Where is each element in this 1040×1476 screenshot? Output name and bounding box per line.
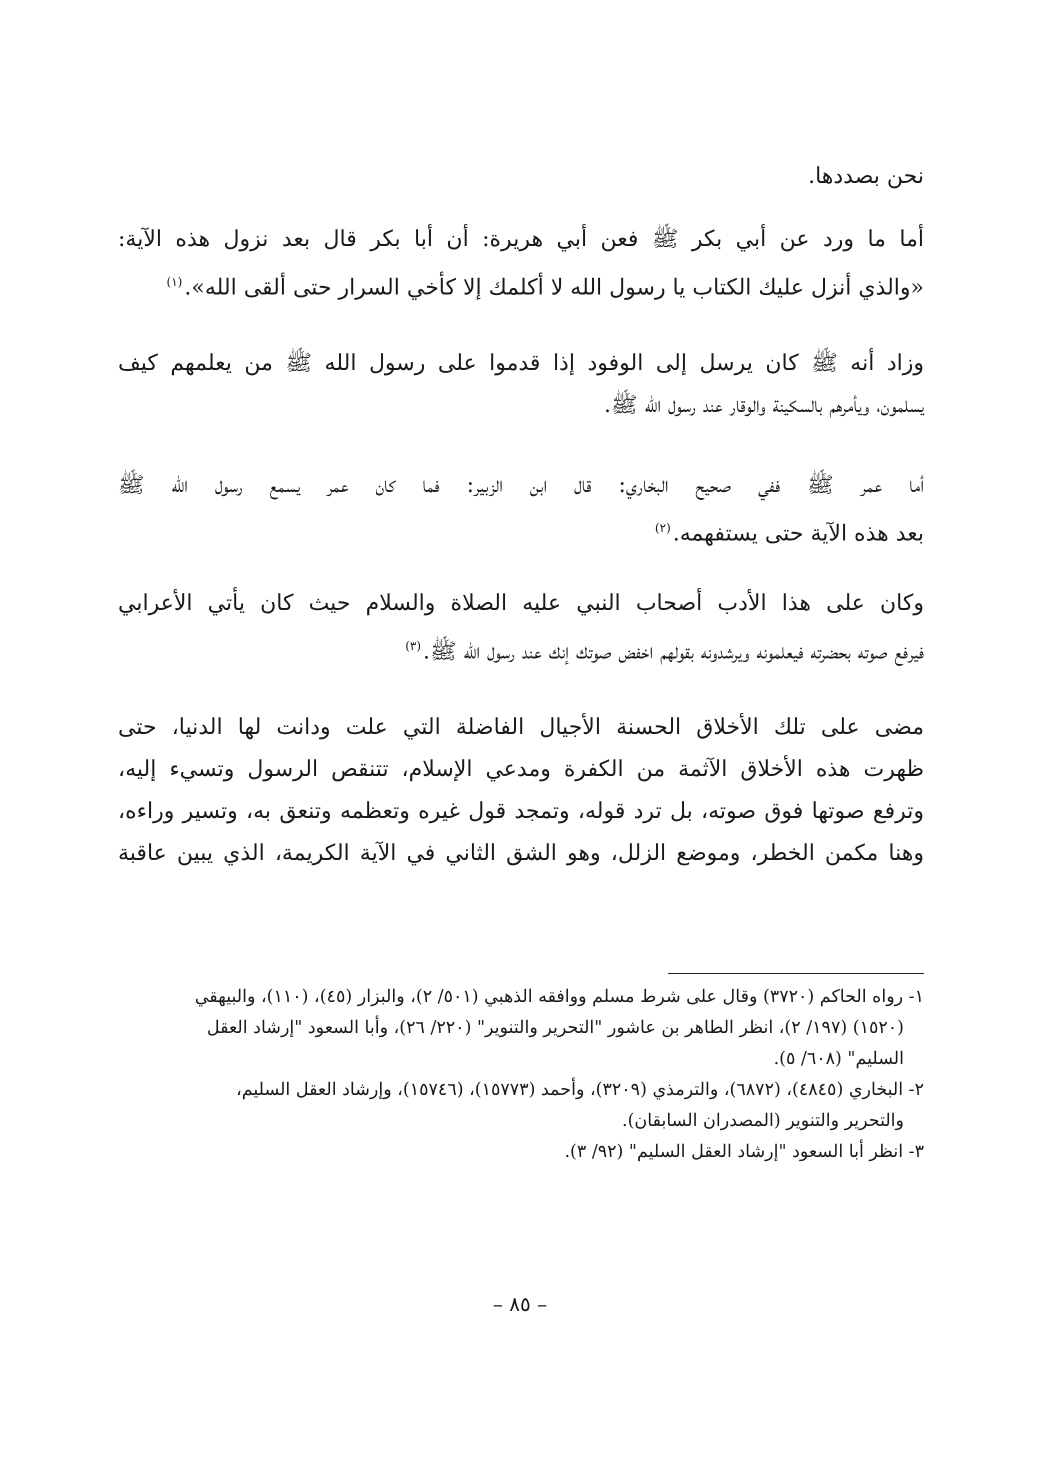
footnote-ref-3[interactable]: (٣) (405, 639, 422, 653)
page-number: – ٨٥ – (492, 1292, 548, 1316)
text-line: نحن بصددها. (808, 164, 924, 189)
text-line: مضى على تلك الأخلاق الحسنة الأجيال الفاضلة التي علت ودانت لها الدنيا، حتى (118, 715, 924, 740)
paragraph-1 (118, 156, 924, 198)
text-line: أما ما ورد عن أبي بكر ﷺ فعن أبي هريرة: أن أبا بكر قال بعد نزول هذه الآية: (118, 227, 924, 252)
paragraph-2 (118, 219, 924, 309)
text-line-content: فيرفع صوته بحضرته فيعلمونه ويرشدونه بقولهم اخفض صوتك إنك عند رسول الله ﷺ. (423, 639, 924, 665)
footnote-line: ٢- البخاري (٤٨٤٥)، (٦٨٧٢)، والترمذي (٣٢٠٩)، وأحمد (١٥٧٧٣)، (١٥٧٤٦)، وإرشاد العقل السليم، (236, 1080, 924, 1100)
text-line (118, 261, 924, 309)
footnote-line: السليم" (٦٠٨/ ٥). (773, 1049, 904, 1069)
text-line: وترفع صوتها فوق صوته، بل ترد قوله، وتمجد قول غيره وتعظمه وتنعق به، وتسير وراءه، (118, 799, 924, 824)
text-line (118, 625, 924, 673)
footnote-line: (١٥٢٠) (١٩٧/ ٢)، انظر الطاهر بن عاشور "التحرير والتنوير" (٢٢٠/ ٢٦)، وأبا السعود "إرشاد العقل (206, 1018, 904, 1038)
text-line-content: «والذي أنزل عليك الكتاب يا رسول الله لا أكلمك إلا كأخي السرار حتى ألقى الله». (184, 275, 924, 301)
footnote-line: ٣- انظر أبا السعود "إرشاد العقل السليم" (٩٢/ ٣). (564, 1142, 924, 1162)
paragraph-5 (118, 583, 924, 673)
footnotes (118, 982, 924, 1168)
footnote-divider (668, 973, 924, 974)
text-line: ظهرت هذه الأخلاق الآثمة من الكفرة ومدعي الإسلام، تتنقص الرسول وتسيء إليه، (118, 757, 924, 782)
text-line (118, 507, 924, 555)
paragraph-6 (118, 707, 924, 875)
paragraph-4 (118, 465, 924, 555)
text-line: أما عمر ﷺ ففي صحيح البخاري: قال ابن الزبير: فما كان عمر يسمع رسول الله ﷺ (118, 473, 924, 498)
footnote-line: والتحرير والتنوير (المصدران السابقان). (622, 1111, 904, 1131)
footnote-1 (118, 982, 924, 1075)
text-line-content: بعد هذه الآية حتى يستفهمه. (672, 521, 924, 547)
footnote-3 (118, 1137, 924, 1168)
footnote-ref-2[interactable]: (٢) (654, 521, 671, 535)
text-line: يسلمون، ويأمرهم بالسكينة والوقار عند رسول الله ﷺ. (604, 393, 924, 418)
text-line: وكان على هذا الأدب أصحاب النبي عليه الصلاة والسلام حيث كان يأتي الأعرابي (118, 591, 924, 616)
footnote-ref-1[interactable]: (١) (166, 275, 183, 289)
text-line: وهنا مكمن الخطر، وموضع الزلل، وهو الشق الثاني في الآية الكريمة، الذي يبين عاقبة (118, 841, 924, 866)
footnote-line: ١- رواه الحاكم (٣٧٢٠) وقال على شرط مسلم ووافقه الذهبي (٥٠١/ ٢)، والبزار (٤٥)، (١١٠)، والبيهقي (194, 987, 924, 1007)
paragraph-3 (118, 343, 924, 427)
text-line: وزاد أنه ﷺ كان يرسل إلى الوفود إذا قدموا على رسول الله ﷺ من يعلمهم كيف (118, 351, 924, 376)
footnote-2 (118, 1075, 924, 1137)
